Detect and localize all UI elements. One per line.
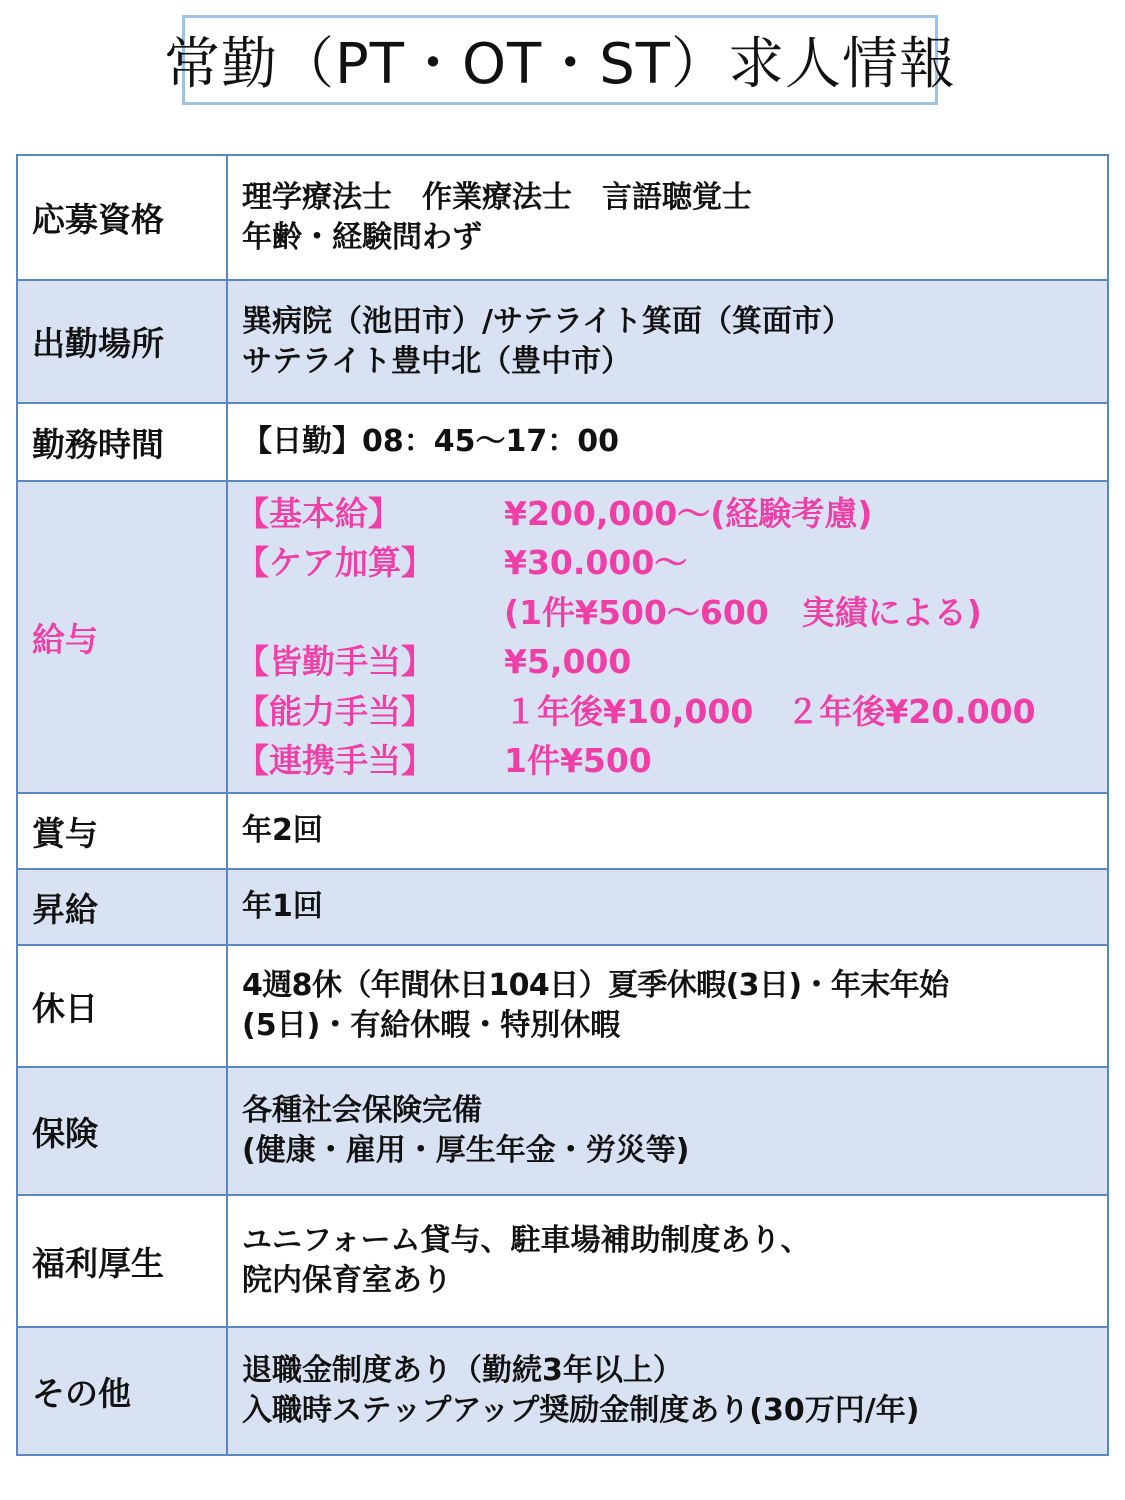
row-label: 勤務時間 bbox=[17, 403, 227, 481]
row-label: 賞与 bbox=[17, 793, 227, 869]
salary-item bbox=[236, 736, 1097, 786]
row-label: 出勤場所 bbox=[17, 280, 227, 403]
salary-item bbox=[236, 588, 1097, 638]
salary-amount: ¥200,000～(経験考慮) bbox=[504, 493, 873, 533]
salary-item bbox=[236, 538, 1097, 588]
value-line: 4週8休（年間休日104日）夏季休暇(3日)・年末年始 bbox=[242, 968, 949, 1004]
row-label: 福利厚生 bbox=[17, 1195, 227, 1327]
table-row-raise bbox=[17, 869, 1108, 945]
row-value bbox=[227, 280, 1108, 403]
value-line: 年1回 bbox=[242, 889, 323, 925]
row-value bbox=[227, 869, 1108, 945]
table-row-workplace bbox=[17, 280, 1108, 403]
row-label: 休日 bbox=[17, 945, 227, 1067]
table-row-insurance bbox=[17, 1067, 1108, 1195]
salary-item bbox=[236, 687, 1097, 737]
salary-value bbox=[227, 481, 1108, 793]
value-line: 巽病院（池田市）/サテライト箕面（箕面市） bbox=[242, 303, 853, 339]
salary-amount: ¥30.000～ bbox=[504, 543, 688, 582]
value-line: 各種社会保険完備 bbox=[242, 1093, 482, 1129]
value-line: 入職時ステップアップ奨励金制度あり(30万円/年) bbox=[242, 1393, 920, 1428]
value-line: 【日勤】08：45～17：00 bbox=[242, 424, 619, 460]
value-line: 退職金制度あり（勤続3年以上） bbox=[242, 1353, 683, 1389]
salary-amount: ¥5,000 bbox=[504, 642, 632, 681]
salary-key: 【基本給】 bbox=[236, 493, 401, 533]
salary-key: 【皆勤手当】 bbox=[236, 642, 434, 681]
table-row-welfare bbox=[17, 1195, 1108, 1327]
value-line: 年齢・経験問わず bbox=[242, 219, 482, 255]
row-label: 給与 bbox=[17, 481, 227, 793]
salary-item bbox=[236, 489, 1097, 539]
job-info-table bbox=[16, 154, 1109, 1456]
table-row-other bbox=[17, 1327, 1108, 1455]
value-line: ユニフォーム貸与、駐車場補助制度あり、 bbox=[242, 1223, 811, 1259]
salary-key bbox=[236, 588, 504, 638]
salary-key: 【能力手当】 bbox=[236, 691, 434, 731]
salary-amount: (1件¥500～600 実績による) bbox=[504, 592, 982, 632]
row-value bbox=[227, 1195, 1108, 1327]
table-row-salary bbox=[17, 481, 1108, 793]
table-row-hours bbox=[17, 403, 1108, 481]
table-row-holidays bbox=[17, 945, 1108, 1067]
salary-amount: 1件¥500 bbox=[504, 741, 652, 780]
row-value bbox=[227, 945, 1108, 1067]
table-row-qualification bbox=[17, 155, 1108, 280]
salary-item bbox=[236, 637, 1097, 687]
salary-amount: １年後¥10,000 ２年後¥20.000 bbox=[504, 691, 1036, 731]
salary-key: 【ケア加算】 bbox=[236, 543, 434, 582]
row-value bbox=[227, 1327, 1108, 1455]
row-value bbox=[227, 793, 1108, 869]
value-line: (健康・雇用・厚生年金・労災等) bbox=[242, 1133, 690, 1168]
table-row-bonus bbox=[17, 793, 1108, 869]
row-label: 保険 bbox=[17, 1067, 227, 1195]
row-value bbox=[227, 155, 1108, 280]
row-value bbox=[227, 403, 1108, 481]
value-line: 院内保育室あり bbox=[242, 1263, 452, 1298]
row-label: その他 bbox=[17, 1327, 227, 1455]
value-line: 理学療法士 作業療法士 言語聴覚士 bbox=[242, 179, 752, 215]
salary-key: 【連携手当】 bbox=[236, 741, 434, 780]
row-value bbox=[227, 1067, 1108, 1195]
value-line: (5日)・有給休暇・特別休暇 bbox=[242, 1008, 621, 1043]
row-label: 昇給 bbox=[17, 869, 227, 945]
title-box bbox=[164, 15, 957, 105]
value-line: 年2回 bbox=[242, 813, 323, 849]
page-title: 常勤（PT・OT・ST）求人情報 bbox=[164, 32, 957, 97]
row-label: 応募資格 bbox=[17, 155, 227, 280]
value-line: サテライト豊中北（豊中市） bbox=[242, 343, 632, 379]
